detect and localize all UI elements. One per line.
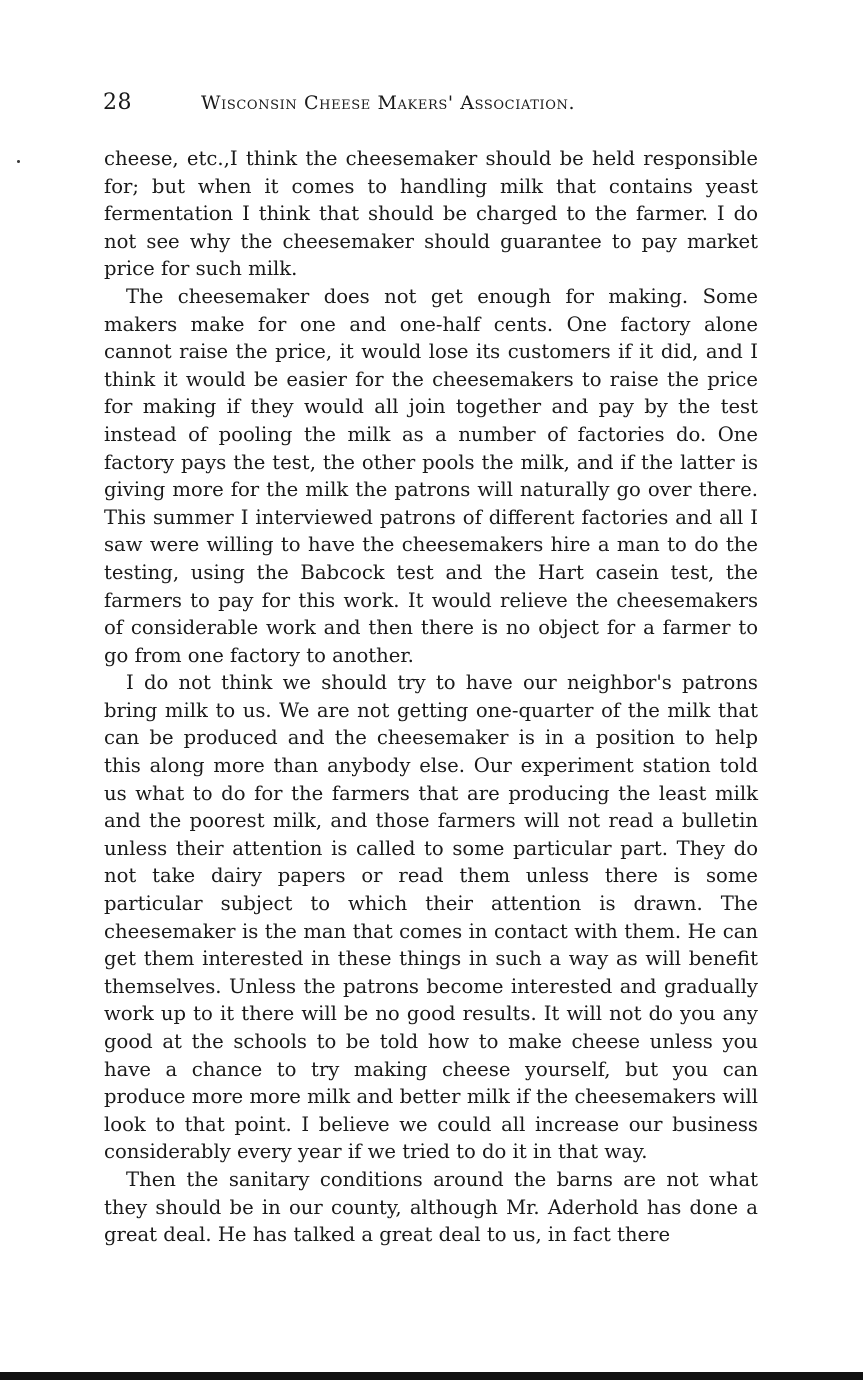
running-head [103, 88, 763, 122]
margin-speck [17, 160, 20, 163]
running-title: Wisconsin Cheese Makers' Association. [201, 92, 576, 114]
scan-bottom-edge [0, 1372, 863, 1380]
page-number: 28 [103, 90, 132, 115]
body-text [104, 145, 758, 1249]
paragraph: I do not think we should try to have our neighbor's patrons bring milk to us. We are not getting one-quarter of the milk that can be produced and the cheesemaker is in a position to help this along more than anybody else. Our experiment station told us what to do for the farmers that are producing the least milk and the poorest milk, and those farmers will not read a bulletin unless their attention is called to some particular part. They do not take dairy papers or read them unless there is some particular subject to which their attention is drawn. The cheesemaker is the man that comes in contact with them. He can get them interested in these things in such a way as will benefit themselves. Unless the patrons become interested and gradually work up to it there will be no good results. It will not do you any good at the schools to be told how to make cheese unless you have a chance to try making cheese yourself, but you can produce more more milk and better milk if the cheesemakers will look to that point. I believe we could all increase our business considerably every year if we tried to do it in that way. [104, 671, 758, 1164]
paragraph: Then the sanitary conditions around the barns are not what they should be in our county, although Mr. Aderhold has done a great deal. He has talked a great deal to us, in fact there [104, 1167, 758, 1247]
paragraph: The cheesemaker does not get enough for making. Some makers make for one and one-half cents. One factory alone cannot raise the price, it would lose its customers if it did, and I think it would be easier for the cheesemakers to raise the price for making if they would all join together and pay by the test instead of pooling the milk as a number of factories do. One factory pays the test, the other pools the milk, and if the latter is giving more for the milk the patrons will naturally go over there. This summer I interviewed patrons of different factories and all I saw were willing to have the cheesemakers hire a man to do the testing, using the Babcock test and the Hart casein test, the farmers to pay for this work. It would relieve the cheesemakers of considerable work and then there is no object for a farmer to go from one factory to another. [104, 284, 758, 667]
paragraph: cheese, etc.,I think the cheesemaker should be held responsible for; but when it comes to handling milk that contains yeast fermentation I think that should be charged to the farmer. I do not see why the cheesemaker should guarantee to pay market price for such milk. [104, 147, 758, 281]
